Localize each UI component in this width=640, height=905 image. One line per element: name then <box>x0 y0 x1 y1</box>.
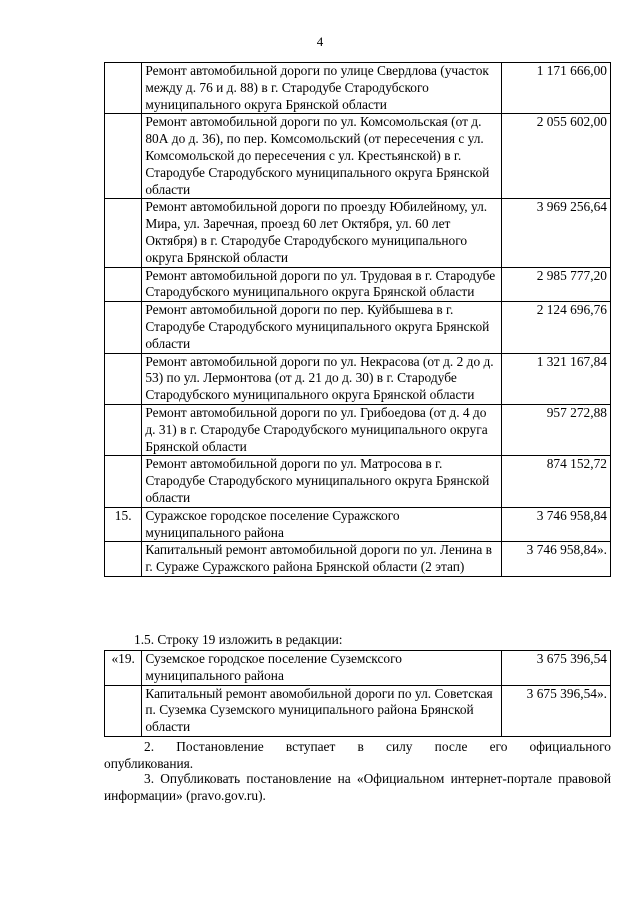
row-number <box>105 404 142 455</box>
row-amount: 3 969 256,64 <box>501 199 610 267</box>
row-number <box>105 353 142 404</box>
row-name: Ремонт автомобильной дороги по ул. Матросова в г. Стародубе Стародубского муниципального округа Брянской области <box>142 456 502 507</box>
row-amount: 1 171 666,00 <box>501 63 610 114</box>
table-row <box>105 685 611 736</box>
row-name: Ремонт автомобильной дороги по проезду Юбилейному, ул. Мира, ул. Заречная, проезд 60 лет Октября, ул. 60 лет Октября) в г. Стародубе Стародубского муниципального округа Брянской области <box>142 199 502 267</box>
row-name: Ремонт автомобильной дороги по ул. Трудовая в г. Стародубе Стародубского муниципального округа Брянской области <box>142 267 502 302</box>
row-amount: 3 675 396,54 <box>501 651 610 686</box>
row-amount: 2 124 696,76 <box>501 302 610 353</box>
row-amount: 2 985 777,20 <box>501 267 610 302</box>
table-row <box>105 353 611 404</box>
row-name: Капитальный ремонт авомобильной дороги по ул. Советская п. Суземка Суземского муниципального района Брянской области <box>142 685 502 736</box>
row-name: Ремонт автомобильной дороги по ул. Грибоедова (от д. 4 до д. 31) в г. Стародубе Стародубского муниципального округа Брянской области <box>142 404 502 455</box>
row-amount: 3 675 396,54». <box>501 685 610 736</box>
effective-date-paragraph <box>104 739 611 773</box>
table-row <box>105 114 611 199</box>
row-amount: 3 746 958,84». <box>501 542 610 577</box>
row-amount: 874 152,72 <box>501 456 610 507</box>
table-row <box>105 302 611 353</box>
table-row <box>105 456 611 507</box>
row-number <box>105 63 142 114</box>
paragraph-line: опубликования. <box>104 755 194 771</box>
row-number <box>105 114 142 199</box>
row-name: Ремонт автомобильной дороги по улице Свердлова (участок между д. 76 и д. 88) в г. Стародубе Стародубского муниципального округа Брянской области <box>142 63 502 114</box>
row-number <box>105 456 142 507</box>
row-number: «19. <box>105 651 142 686</box>
row-amount: 2 055 602,00 <box>501 114 610 199</box>
row-number <box>105 267 142 302</box>
budget-table <box>104 62 611 577</box>
paragraph-line: 2. Постановление вступает в силу после его официального <box>144 739 611 754</box>
table-row <box>105 404 611 455</box>
row-name: Суражское городское поселение Суражского муниципального района <box>142 507 502 542</box>
table-row <box>105 651 611 686</box>
row-number <box>105 542 142 577</box>
table-row <box>105 267 611 302</box>
row-amount: 3 746 958,84 <box>501 507 610 542</box>
row-number <box>105 199 142 267</box>
amendment-paragraph: 1.5. Строку 19 изложить в редакции: <box>134 632 343 647</box>
row-number <box>105 685 142 736</box>
table-row <box>105 507 611 542</box>
row-name: Капитальный ремонт автомобильной дороги по ул. Ленина в г. Сураже Суражского района Брянской области (2 этап) <box>142 542 502 577</box>
row-number <box>105 302 142 353</box>
row-amount: 957 272,88 <box>501 404 610 455</box>
publication-paragraph: 3. Опубликовать постановление на «Официальном интернет-портале правовой информации» (pravo.gov.ru). <box>104 771 611 803</box>
row-amount: 1 321 167,84 <box>501 353 610 404</box>
row-name: Суземское городское поселение Суземсксого муниципального района <box>142 651 502 686</box>
row-name: Ремонт автомобильной дороги по ул. Некрасова (от д. 2 до д. 53) по ул. Лермонтова (от д. 21 до д. 30) в г. Стародубе Стародубского муниципального округа Брянской области <box>142 353 502 404</box>
table-row <box>105 63 611 114</box>
table-row <box>105 542 611 577</box>
amendment-table <box>104 650 611 737</box>
row-name: Ремонт автомобильной дороги по пер. Куйбышева в г. Стародубе Стародубского муниципального округа Брянской области <box>142 302 502 353</box>
page-number: 4 <box>316 34 324 49</box>
table-row <box>105 199 611 267</box>
row-number: 15. <box>105 507 142 542</box>
row-name: Ремонт автомобильной дороги по ул. Комсомольская (от д. 80А до д. 36), по пер. Комсомольский (от пересечения с ул. Комсомольской до пересечения с ул. Крестьянской) в г. Стародубе Стародубского муниципального округа Брянской области <box>142 114 502 199</box>
